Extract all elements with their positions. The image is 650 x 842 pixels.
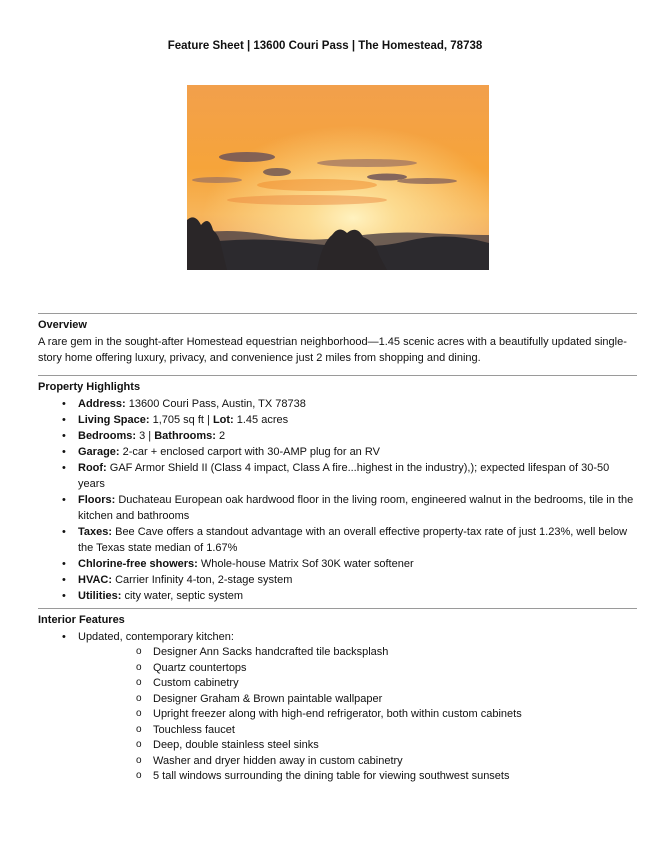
highlight-value: 1,705 sq ft | bbox=[149, 414, 213, 426]
highlight-label: Floors: bbox=[78, 494, 116, 506]
divider bbox=[38, 608, 637, 609]
highlight-value: 2-car + enclosed carport with 30-AMP plug for an RV bbox=[119, 446, 380, 458]
highlight-label: Lot: bbox=[212, 414, 234, 426]
list-item bbox=[38, 524, 638, 556]
sunset-photo bbox=[187, 85, 489, 270]
divider bbox=[38, 313, 637, 314]
highlight-label: Bedrooms: bbox=[78, 430, 137, 442]
list-item bbox=[38, 460, 638, 492]
highlight-label: Taxes: bbox=[78, 526, 113, 538]
highlight-value: 3 | bbox=[136, 430, 155, 442]
interior-list bbox=[38, 629, 638, 785]
sub-list-item: o 5 tall windows surrounding the dining table for viewing southwest sunsets bbox=[78, 769, 638, 785]
sub-list-item: o Designer Ann Sacks handcrafted tile backsplash bbox=[78, 645, 638, 661]
highlight-label: Chlorine-free showers: bbox=[78, 558, 198, 570]
highlight-label: HVAC: bbox=[78, 574, 113, 586]
highlight-value: Carrier Infinity 4-ton, 2-stage system bbox=[112, 574, 293, 586]
highlight-value: Bee Cave offers a standout advantage with an overall effective property-tax rate of just 1.23%, well below the Texas state median of 1.67% bbox=[78, 526, 628, 554]
highlight-value: Whole-house Matrix Sof 30K water softener bbox=[197, 558, 414, 570]
highlight-value: GAF Armor Shield II (Class 4 impact, Class A fire...highest in the industry),); expected lifespan of 30-50 years bbox=[78, 462, 610, 490]
highlight-value: city water, septic system bbox=[121, 590, 244, 602]
list-item bbox=[38, 588, 638, 604]
list-item bbox=[38, 572, 638, 588]
list-item bbox=[38, 444, 638, 460]
sub-list-item: o Custom cabinetry bbox=[78, 676, 638, 692]
highlight-label: Living Space: bbox=[78, 414, 150, 426]
interior-item-label: Updated, contemporary kitchen: bbox=[78, 631, 234, 643]
sub-list-item: o Upright freezer along with high-end refrigerator, both within custom cabinets bbox=[78, 707, 638, 723]
divider bbox=[38, 375, 637, 376]
sub-list-item: o Touchless faucet bbox=[78, 723, 638, 739]
list-item bbox=[38, 396, 638, 412]
highlight-label: Roof: bbox=[78, 462, 107, 474]
highlights-heading: Property Highlights bbox=[38, 381, 141, 393]
list-item bbox=[38, 556, 638, 572]
highlight-value: 2 bbox=[215, 430, 226, 442]
sub-list-item: o Washer and dryer hidden away in custom cabinetry bbox=[78, 754, 638, 770]
highlight-value: Duchateau European oak hardwood floor in the living room, engineered walnut in the bedrooms, tile in the kitchen and bathrooms bbox=[78, 494, 634, 522]
sub-list-item: o Deep, double stainless steel sinks bbox=[78, 738, 638, 754]
highlight-label: Bathrooms: bbox=[154, 430, 216, 442]
sub-list-item: o Designer Graham & Brown paintable wallpaper bbox=[78, 692, 638, 708]
list-item bbox=[38, 428, 638, 444]
highlight-value: 13600 Couri Pass, Austin, TX 78738 bbox=[125, 398, 306, 410]
highlight-label: Address: bbox=[78, 398, 126, 410]
list-item bbox=[38, 412, 638, 428]
highlight-label: Utilities: bbox=[78, 590, 122, 602]
overview-text: A rare gem in the sought-after Homestead equestrian neighborhood—1.45 scenic acres with a beautifully updated single-story home offering luxury, privacy, and convenience just 2 miles from shopping and dining. bbox=[38, 336, 627, 364]
highlights-list bbox=[38, 396, 638, 604]
list-item bbox=[38, 492, 638, 524]
kitchen-sublist bbox=[78, 645, 638, 785]
list-item bbox=[38, 629, 638, 785]
overview-heading: Overview bbox=[38, 319, 87, 331]
highlight-label: Garage: bbox=[78, 446, 120, 458]
interior-heading: Interior Features bbox=[38, 614, 125, 626]
highlight-value: 1.45 acres bbox=[233, 414, 289, 426]
sunset-image bbox=[187, 85, 489, 270]
page-title: Feature Sheet | 13600 Couri Pass | The Homestead, 78738 bbox=[167, 40, 483, 52]
sub-list-item: o Quartz countertops bbox=[78, 661, 638, 677]
